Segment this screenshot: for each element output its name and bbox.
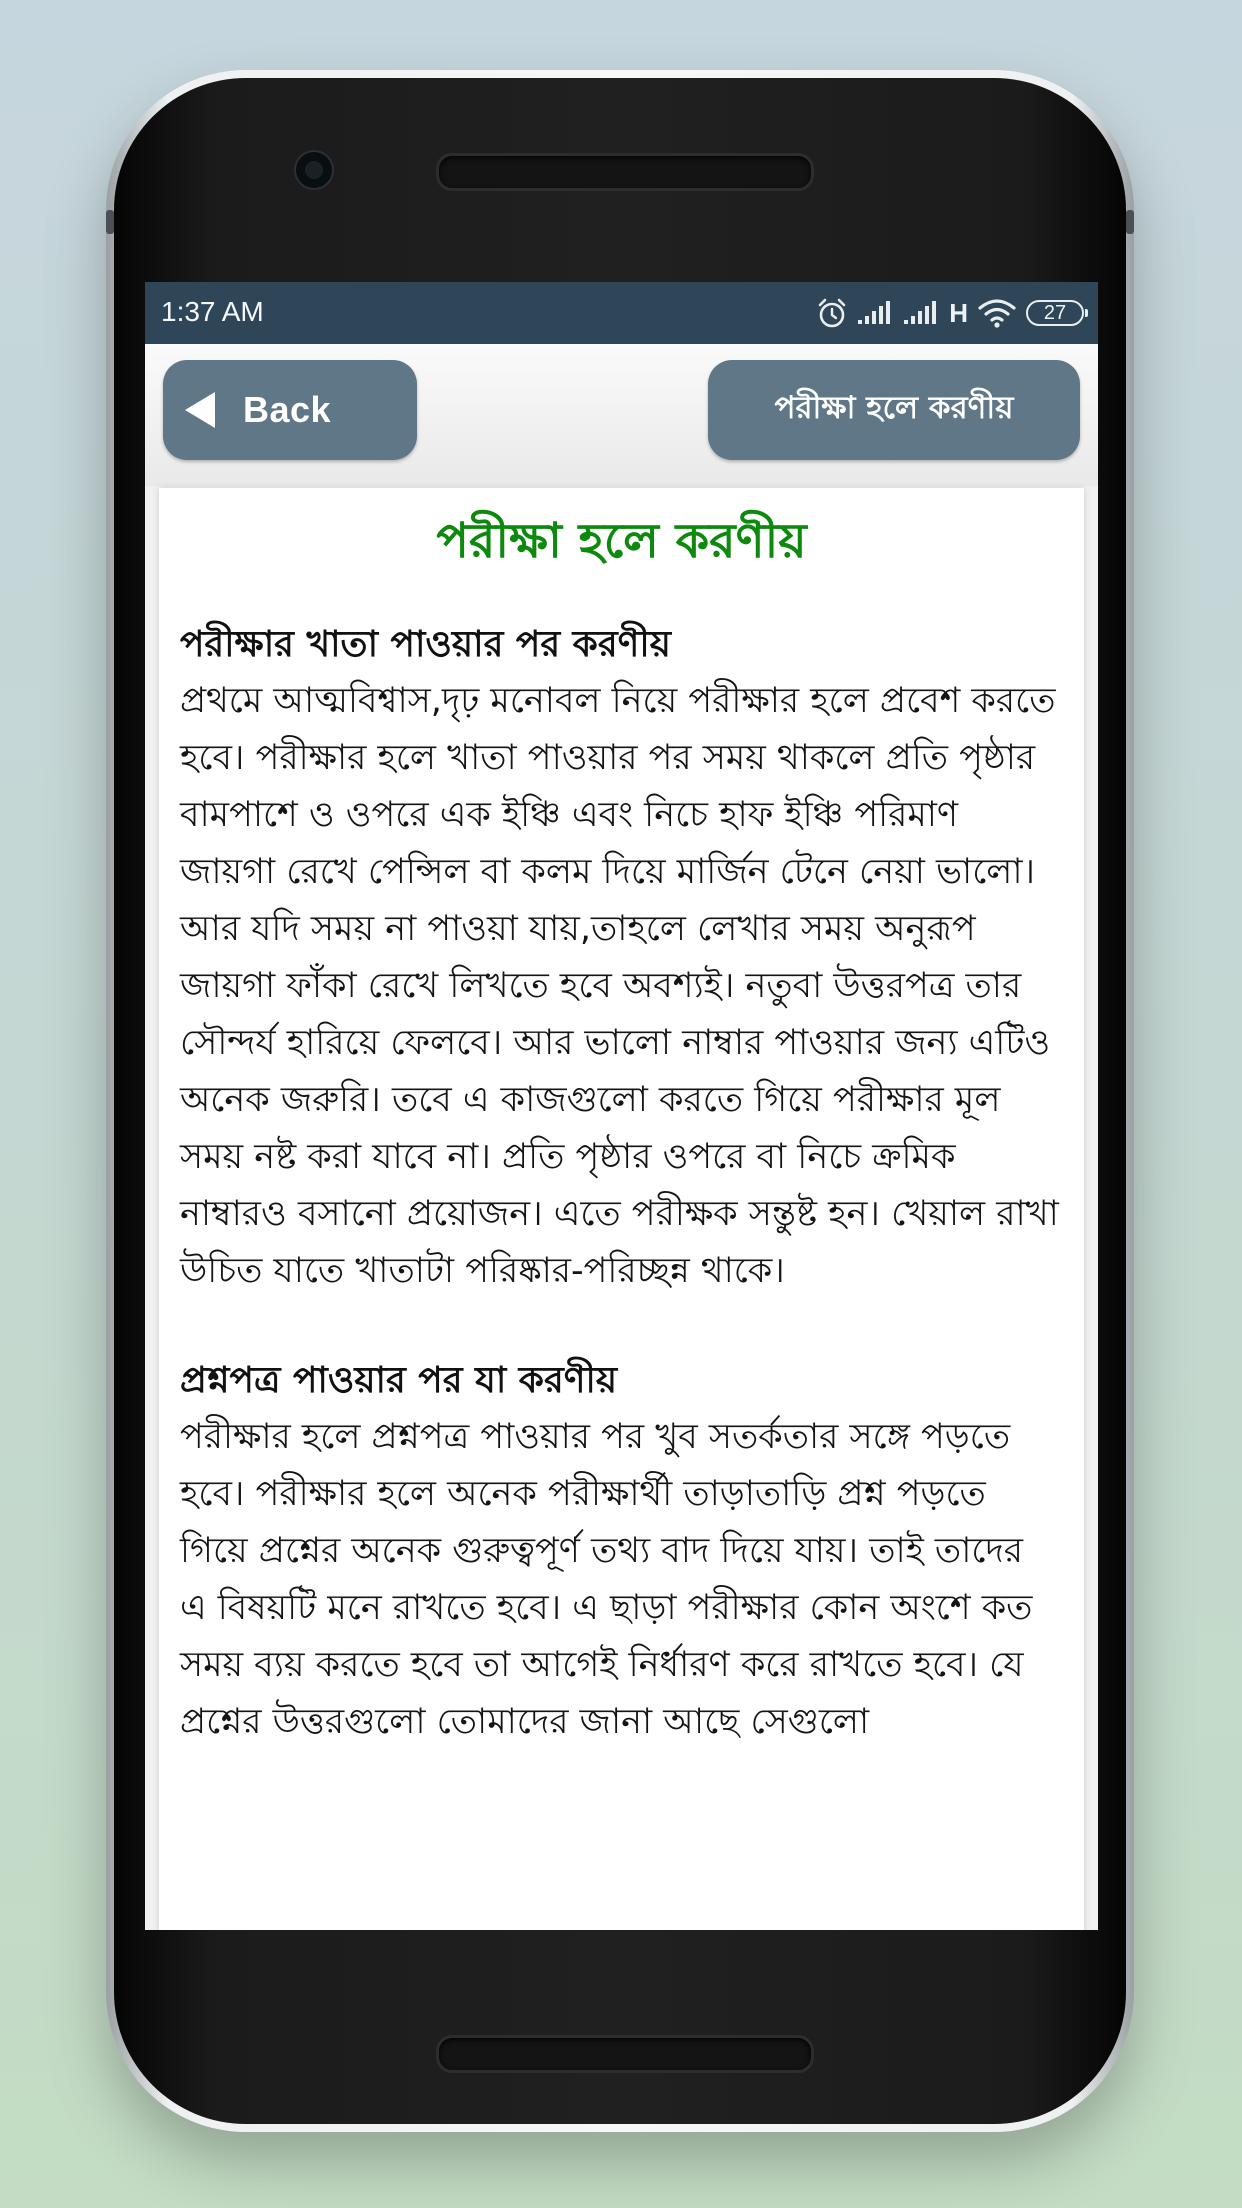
battery-level: 27 — [1043, 301, 1067, 324]
article-body — [159, 616, 1084, 1751]
phone-screen — [145, 282, 1098, 1930]
wifi-icon — [978, 298, 1016, 328]
signal-icon — [857, 300, 893, 326]
section-heading: প্রশ্নপত্র পাওয়ার পর যা করণীয় — [180, 1360, 618, 1401]
bottom-speaker — [436, 2035, 814, 2073]
status-time: 1:37 AM — [161, 296, 264, 327]
section-heading: পরীক্ষার খাতা পাওয়ার পর করণীয় — [180, 624, 671, 665]
article-section — [180, 616, 1060, 1300]
phone-side-button — [1126, 210, 1134, 234]
battery-icon — [1026, 300, 1084, 326]
back-button[interactable] — [163, 360, 417, 460]
front-camera — [294, 150, 334, 190]
back-arrow-icon — [185, 392, 215, 428]
status-icons — [817, 294, 1084, 332]
article-section — [180, 1352, 1060, 1751]
section-text: পরীক্ষার হলে প্রশ্নপত্র পাওয়ার পর খুব সতর্কতার সঙ্গে পড়তে হবে। পরীক্ষার হলে অনেক পরীক্ষার্থী তাড়াতাড়ি প্রশ্ন পড়তে গিয়ে প্রশ্নের অনেক গুরুত্বপূর্ণ তথ্য বাদ দিয়ে যায়। তাই তাদের এ বিষয়টি মনে রাখতে হবে। এ ছাড়া পরীক্ষার কোন অংশে কত সময় ব্যয় করতে হবে তা আগেই নির্ধারণ করে রাখতে হবে। যে প্রশ্নের উত্তরগুলো তোমাদের জানা আছে সেগুলো — [180, 1417, 1033, 1742]
topic-title-button[interactable]: পরীক্ষা হলে করণীয় — [708, 360, 1080, 460]
signal-icon — [903, 300, 939, 326]
article-content[interactable] — [159, 488, 1084, 1930]
app-header — [145, 344, 1098, 486]
status-bar — [145, 282, 1098, 344]
article-title: পরীক্ষা হলে করণীয় — [436, 513, 807, 569]
top-speaker — [436, 153, 814, 191]
network-type: H — [949, 297, 968, 328]
back-button-label: Back — [243, 389, 332, 430]
phone-side-button — [106, 210, 114, 234]
alarm-icon — [817, 297, 847, 329]
section-text: প্রথমে আত্মবিশ্বাস,দৃঢ় মনোবল নিয়ে পরীক্ষার হলে প্রবেশ করতে হবে। পরীক্ষার হলে খাতা পাওয়ার পর সময় থাকলে প্রতি পৃষ্ঠার বামপাশে ও ওপরে এক ইঞ্চি এবং নিচে হাফ ইঞ্চি পরিমাণ জায়গা রেখে পেন্সিল বা কলম দিয়ে মার্জিন টেনে নেয়া ভালো। আর যদি সময় না পাওয়া যায়,তাহলে লেখার সময় অনুরূপ জায়গা ফাঁকা রেখে লিখতে হবে অবশ্যই। নতুবা উত্তরপত্র তার সৌন্দর্য হারিয়ে ফেলবে। আর ভালো নাম্বার পাওয়ার জন্য এটিও অনেক জরুরি। তবে এ কাজগুলো করতে গিয়ে পরীক্ষার মূল সময় নষ্ট করা যাবে না। প্রতি পৃষ্ঠার ওপরে বা নিচে ক্রমিক নাম্বারও বসানো প্রয়োজন। এতে পরীক্ষক সন্তুষ্ট হন। খেয়াল রাখা উচিত যাতে খাতাটা পরিষ্কার-পরিচ্ছন্ন থাকে। — [180, 681, 1059, 1291]
